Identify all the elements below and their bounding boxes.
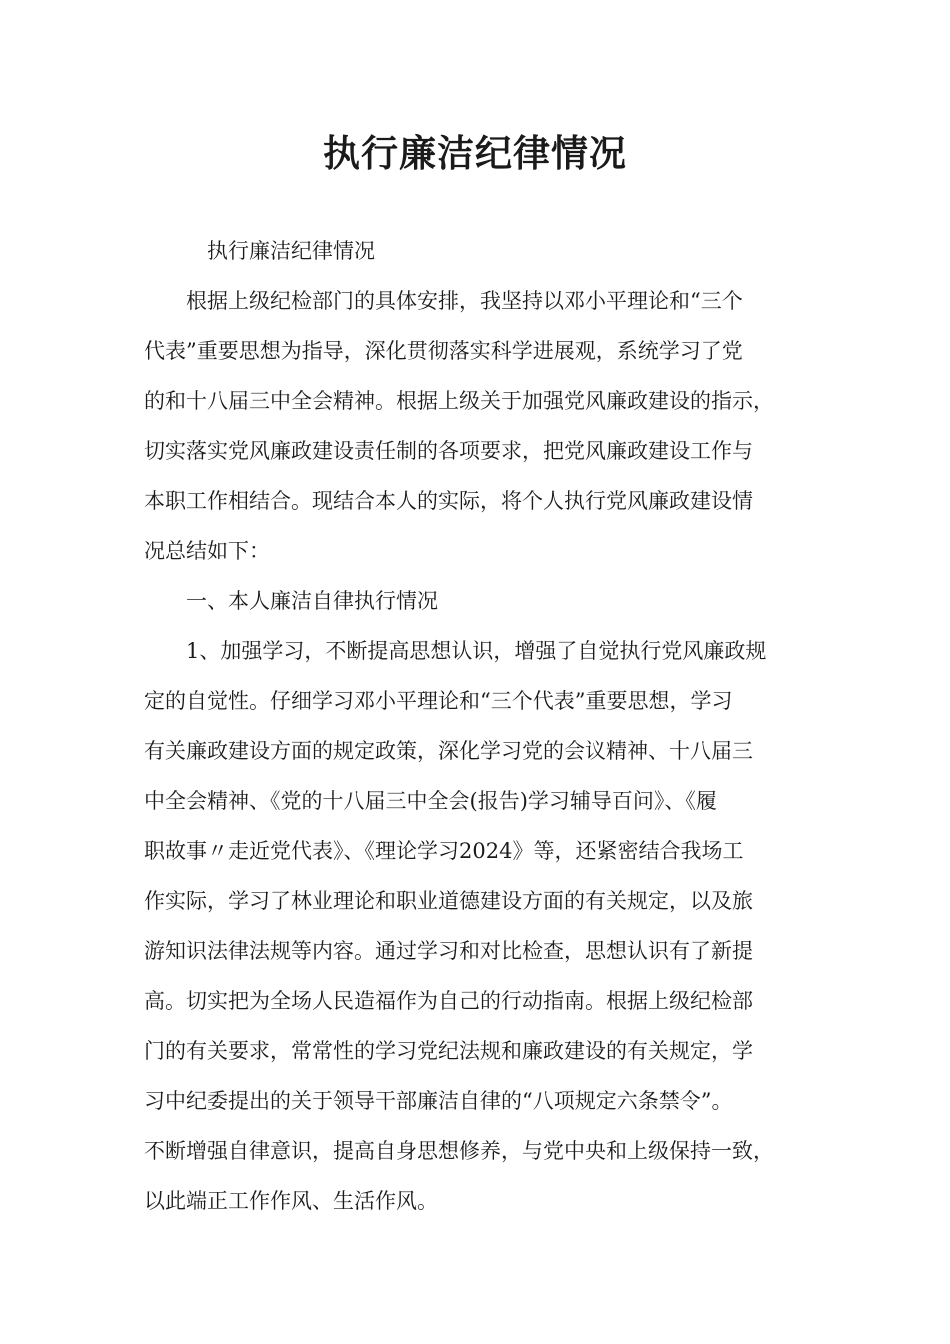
paragraph-study: 1、加强学习，不断提高思想认识，增强了自觉执行党风廉政规 定的自觉性。仔细学习邓小平理论和“三个代表”重要思想，学习 有关廉政建设方面的规定政策，深化学习党的会议精神、十八届三 中全会精神、《党的十八届三中全会(报告)学习辅导百问》、《履 职故事〃走近党代表》、《理论学习2024》等，还紧密结合我场工 作实际，学习了林业理论和职业道德建设方面的有关规定，以及旅 游知识法律法规等内容。通过学习和对比检查，思想认识有了新提 高。切实把为全场人民造福作为自己的行动指南。根据上级纪检部 门的有关要求，常常性的学习党纪法规和廉政建设的有关规定，学 习中纪委提出的关于领导干部廉洁自律的“八项规定六条禁令”。 不断增强自律意识，提高自身思想修养，与党中央和上级保持一致， 以此端正工作作风、生活作风。: [144, 639, 774, 1213]
paragraph-intro: 根据上级纪检部门的具体安排，我坚持以邓小平理论和“三个 代表”重要思想为指导，深化贯彻落实科学进展观，系统学习了党 的和十八届三中全会精神。根据上级关于加强党风廉政建设的指示， 切实落实党风廉政建设责任制的各项要求，把党风廉政建设工作与 本职工作相结合。现结合本人的实际，将个人执行党风廉政建设情 况总结如下：: [144, 289, 774, 563]
document-body: [144, 226, 824, 1226]
document-title: 执行廉洁纪律情况: [323, 132, 627, 175]
section-heading: 一、本人廉洁自律执行情况: [186, 589, 438, 613]
document-subtitle: 执行廉洁纪律情况: [207, 239, 375, 263]
